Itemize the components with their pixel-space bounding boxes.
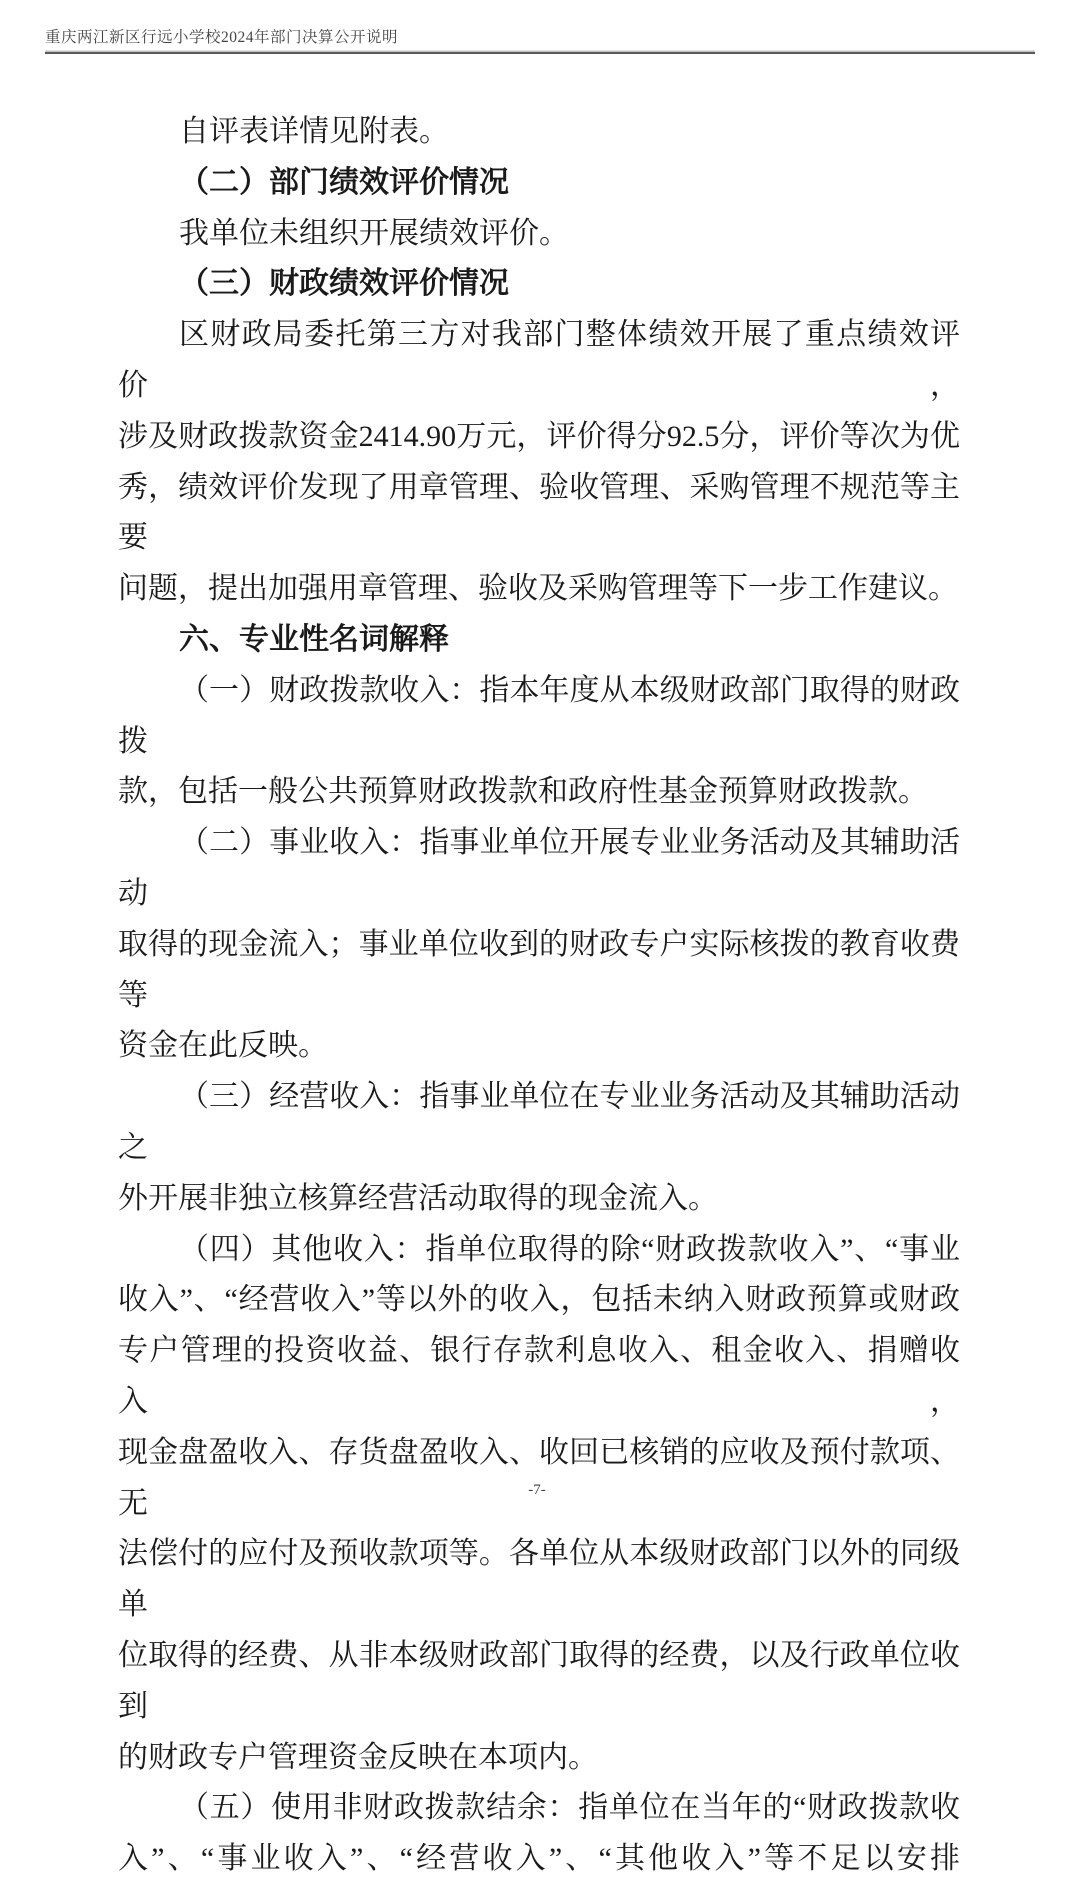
heading-line: （三）财政绩效评价情况: [179, 267, 509, 301]
text-line: 法偿付的应付及预收款项等。各单位从本级财政部门以外的同级单: [118, 1537, 960, 1622]
text-line: 入”、“事业收入”、“经营收入”、“其他收入”等不足以安排: [118, 1842, 960, 1876]
page-header: [45, 28, 1035, 54]
text-line: （四）其他收入：指单位取得的除“财政拨款收入”、“事业: [179, 1232, 960, 1266]
heading-line: （二）部门绩效评价情况: [179, 165, 509, 199]
text-line: 的财政专户管理资金反映在本项内。: [118, 1740, 598, 1774]
heading-line: 六、专业性名词解释: [179, 622, 449, 656]
text-line: 位取得的经费、从非本级财政部门取得的经费，以及行政单位收到: [118, 1638, 960, 1723]
text-line: 自评表详情见附表。: [179, 115, 449, 148]
text-line: 秀，绩效评价发现了用章管理、验收管理、采购管理不规范等主要: [118, 470, 960, 555]
text-line: 我单位未组织开展绩效评价。: [179, 216, 569, 250]
header-title: 重庆两江新区行远小学校2024年部门决算公开说明: [45, 29, 399, 46]
text-line: 专户管理的投资收益、银行存款利息收入、租金收入、捐赠收入，: [118, 1334, 960, 1418]
page-footer: [0, 1482, 1074, 1499]
text-line: 区财政局委托第三方对我部门整体绩效开展了重点绩效评价，: [118, 318, 960, 402]
text-line: 资金在此反映。: [118, 1029, 328, 1063]
text-line: （一）财政拨款收入：指本年度从本级财政部门取得的财政拨: [118, 673, 960, 758]
text-line: 问题，提出加强用章管理、验收及采购管理等下一步工作建议。: [118, 572, 958, 606]
text-line: （三）经营收入：指事业单位在专业业务活动及其辅助活动之: [118, 1080, 960, 1164]
header-rule: [45, 52, 1035, 54]
text-line: 涉及财政拨款资金2414.90万元，评价得分92.5分，评价等次为优: [118, 419, 960, 453]
text-line: 取得的现金流入；事业单位收到的财政专户实际核拨的教育收费等: [118, 927, 960, 1012]
text-line: 现金盘盈收入、存货盘盈收入、收回已核销的应收及预付款项、无: [118, 1435, 960, 1520]
text-line: （五）使用非财政拨款结余：指单位在当年的“财政拨款收: [179, 1791, 960, 1825]
text-line: 收入”、“经营收入”等以外的收入，包括未纳入财政预算或财政: [118, 1283, 960, 1317]
page-number: -7-: [528, 1482, 546, 1498]
text-line: 款，包括一般公共预算财政拨款和政府性基金预算财政拨款。: [118, 775, 928, 809]
document-body: [118, 107, 960, 1885]
text-line: 外开展非独立核算经营活动取得的现金流入。: [118, 1181, 718, 1215]
text-line: （二）事业收入：指事业单位开展专业业务活动及其辅助活动: [118, 826, 960, 910]
